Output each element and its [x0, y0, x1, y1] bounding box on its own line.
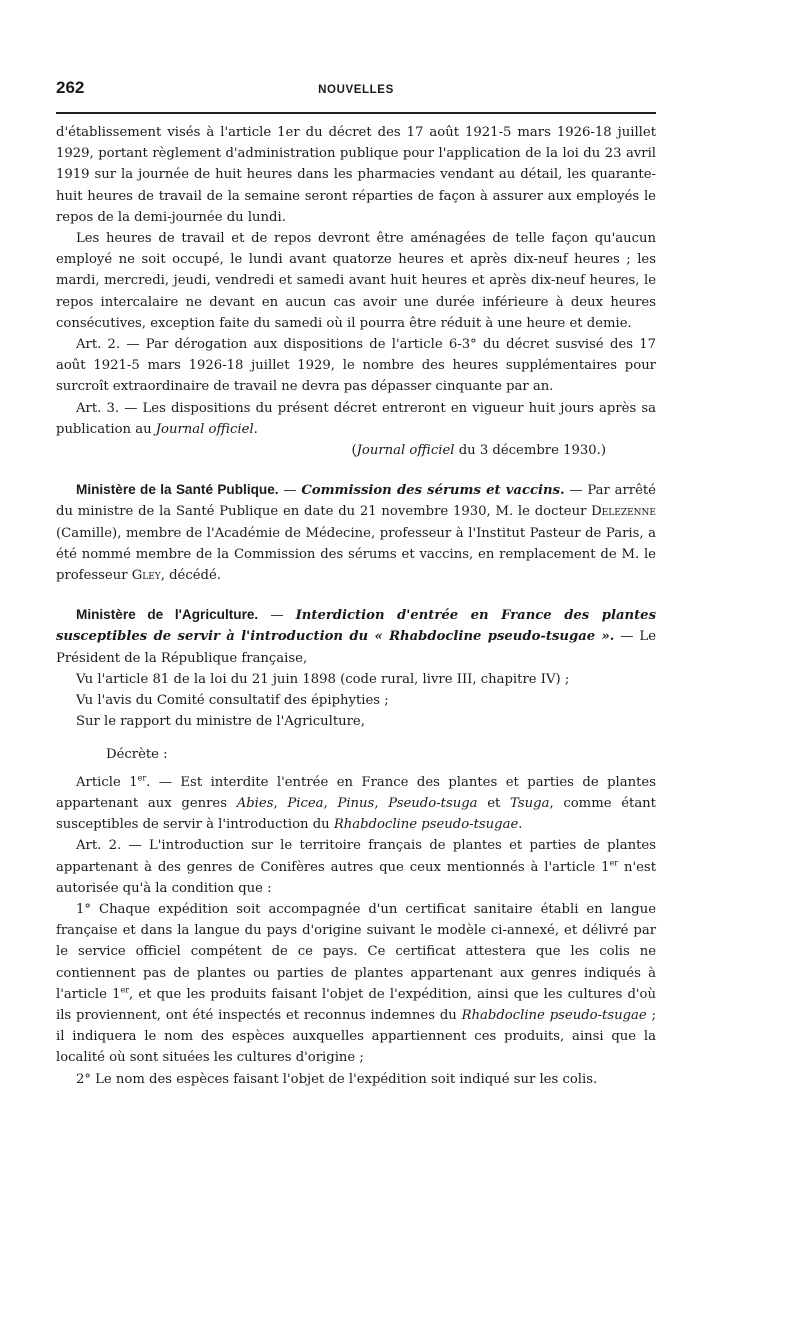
- decrete-label: Décrète :: [106, 747, 168, 763]
- article-1: Article 1er. — Est interdite l'entrée en France des plantes et parties de plantes appartenant aux genres Abies, Picea, Pinus, Pseudo-tsuga et Tsuga, comme étant susceptibles de servir à l'introduction du Rhabdocline pseudo-tsugae.: [56, 773, 656, 833]
- paragraph-art2: Art. 2. — Par dérogation aux dispositions de l'article 6-3° du décret susvisé des 17 août 1921-5 mars 1926-18 juillet 1929, le nombre des heures supplémentaires pour surcroît extraordinaire de travail ne devra pas dépasser cinquante par an.: [56, 337, 656, 395]
- vu-line-2: Vu l'avis du Comité consultatif des épiphyties ;: [76, 693, 389, 709]
- paragraph-art3: Art. 3. — Les dispositions du présent décret entreront en vigueur huit jours après sa publication au Journal officiel.: [56, 400, 656, 437]
- section-sante-publique: [56, 479, 656, 586]
- sante-ministry-title: Ministère de la Santé Publique.: [76, 482, 279, 498]
- running-title: NOUVELLES: [318, 84, 394, 96]
- vu-line-1: Vu l'article 81 de la loi du 21 juin 1898 (code rural, livre III, chapitre IV) ;: [76, 671, 570, 687]
- agriculture-subject: Interdiction d'entrée en France des plantes susceptibles de servir à l'introduction du « Rhabdocline pseudo-tsugae ».: [56, 608, 656, 645]
- agriculture-paragraph: Ministère de l'Agriculture. — Interdiction d'entrée en France des plantes susceptibles de servir à l'introduction du « Rhabdocline pseudo-tsugae ». — Le Président de la République française,: [56, 607, 656, 666]
- paragraph-continuation: d'établissement visés à l'article 1er du décret des 17 août 1921-5 mars 1926-18 juillet 1929, portant règlement d'administration publique pour l'application de la loi du 23 avril 1919 sur la journée de huit heures dans les pharmacies vendant au détail, les quarante-huit heures de travail de la semaine seront réparties de façon à assurer aux employés le repos de la demi-journée du lundi.: [56, 125, 656, 225]
- page-number: 262: [56, 78, 85, 97]
- sur-line: Sur le rapport du ministre de l'Agriculture,: [76, 714, 365, 730]
- condition-1: 1° Chaque expédition soit accompagnée d'un certificat sanitaire établi en langue française et dans la langue du pays d'origine suivant le modèle ci-annexé, et délivré par le service officiel compétent de ce pays. Ce certificat attestera que les colis ne contiennent pas de plantes ou parties de plantes appartenant aux genres indiqués à l'article 1er, et que les produits faisant l'objet de l'expédition, ainsi que les cultures d'où ils proviennent, ont été inspectés et reconnus indemnes du Rhabdocline pseudo-tsugae ; il indiquera le nom des espèces auxquelles appartiennent ces produits, ainsi que la localité où sont situées les cultures d'origine ;: [56, 901, 657, 1066]
- sante-paragraph: Ministère de la Santé Publique. — Commission des sérums et vaccins. — Par arrêté du ministre de la Santé Publique en date du 21 novembre 1930, M. le docteur Delezenne (Camille), membre de l'Académie de Médecine, professeur à l'Institut Pasteur de Paris, a été nommé membre de la Commission des sérums et vaccins, en remplacement de M. le professeur Gley, décédé.: [56, 482, 656, 584]
- sante-subject: Commission des sérums et vaccins.: [301, 483, 565, 499]
- section-agriculture: [56, 604, 656, 1089]
- article-2: Art. 2. — L'introduction sur le territoire français de plantes et parties de plantes appartenant à des genres de Conifères autres que ceux mentionnés à l'article 1er n'est autorisée qu'à la condition que :: [56, 838, 656, 896]
- header-rule: [56, 112, 656, 114]
- page-header: [56, 78, 656, 108]
- body-text: [56, 122, 656, 1090]
- paragraph-hours: Les heures de travail et de repos devront être aménagées de telle façon qu'aucun employé ne soit occupé, le lundi avant quatorze heures et après dix-neuf heures ; les mardi, mercredi, jeudi, vendredi et samedi avant huit heures et après dix-neuf heures, le repos intercalaire ne devant en aucun cas avoir une durée inférieure à deux heures consécutives, exception faite du samedi où il pourra être réduit à une heure et demie.: [56, 231, 656, 331]
- agriculture-ministry-title: Ministère de l'Agriculture.: [76, 607, 259, 623]
- condition-2: 2° Le nom des espèces faisant l'objet de l'expédition soit indiqué sur les colis.: [76, 1071, 598, 1087]
- source-citation: (Journal officiel du 3 décembre 1930.): [351, 443, 606, 459]
